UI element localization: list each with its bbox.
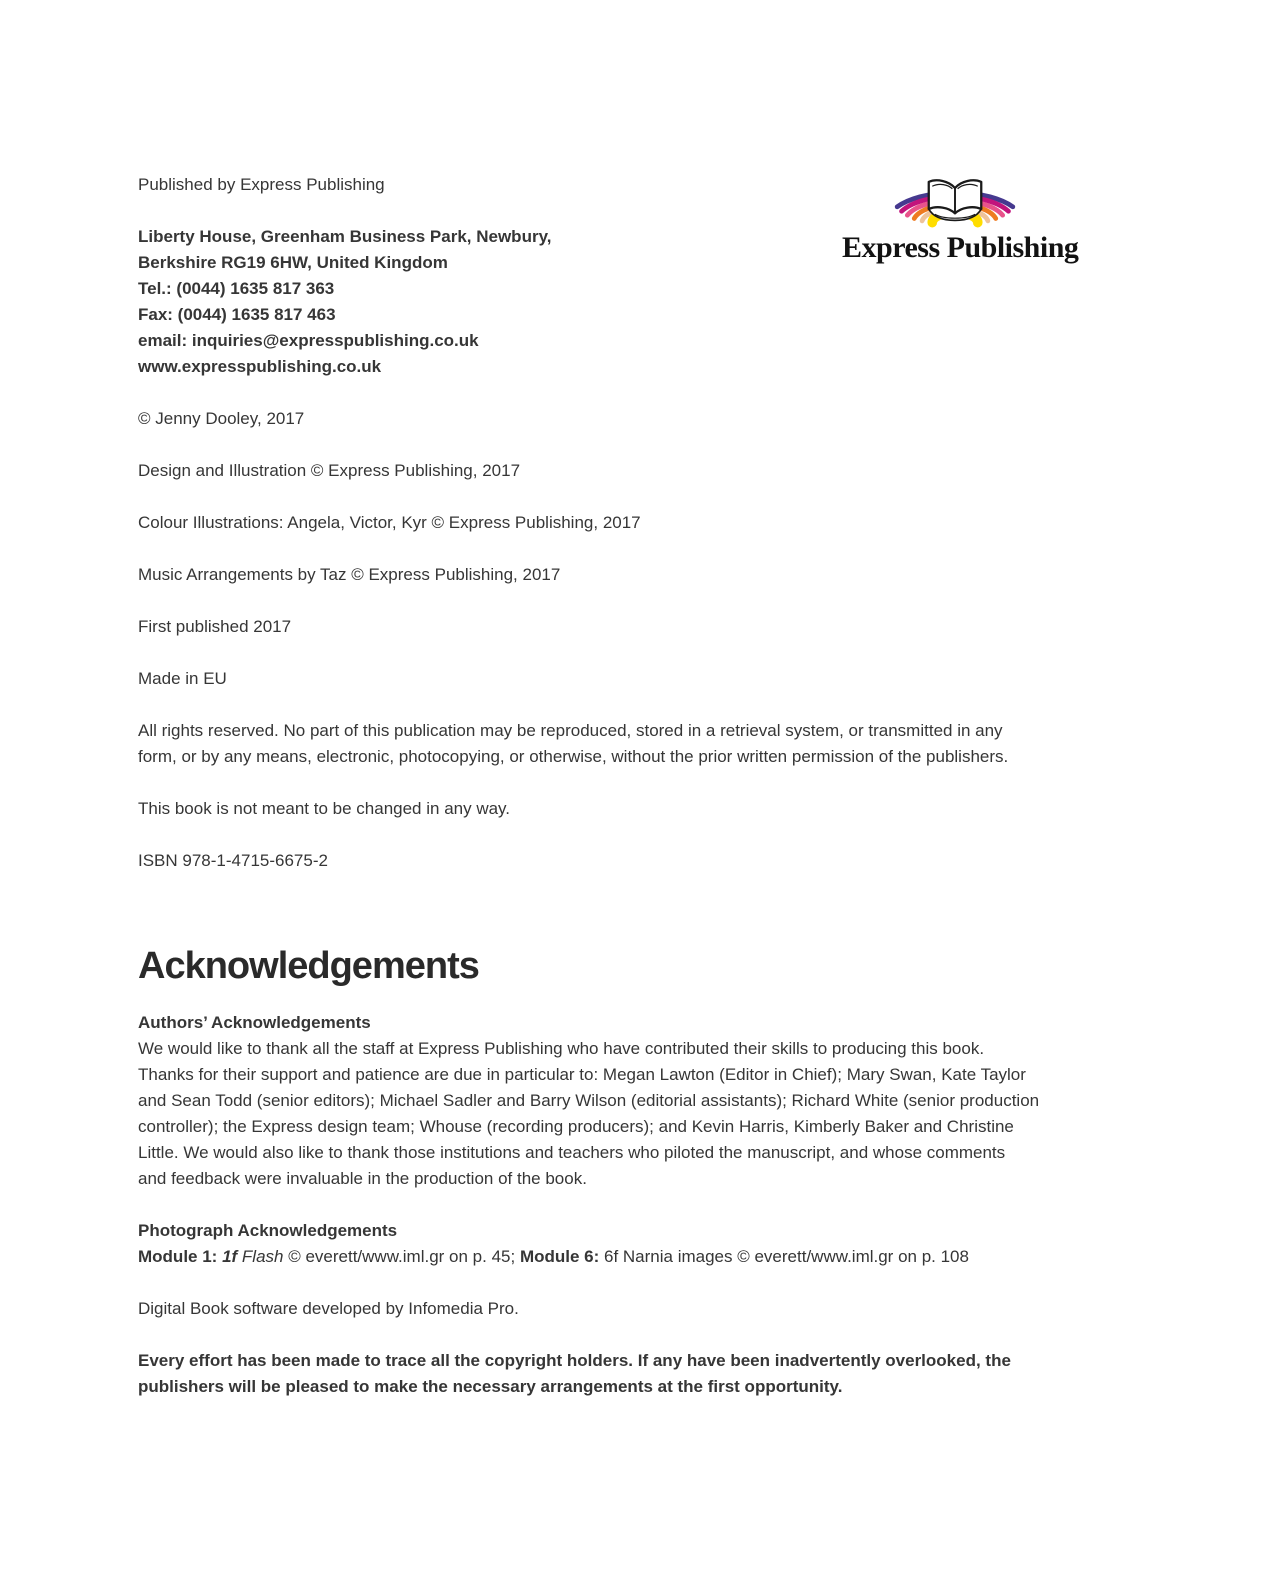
authors-ack-line: Little. We would also like to thank those institutions and teachers who piloted the manuscript, and whose comments [138,1143,1006,1162]
page-content [138,172,1142,1426]
photo-ack-heading: Photograph Acknowledgements [138,1221,398,1240]
authors-ack-line: Thanks for their support and patience are due in particular to: Megan Lawton (Editor in Chief); Mary Swan, Kate Taylor [138,1065,1026,1084]
made-in: Made in EU [138,669,227,688]
authors-ack-heading: Authors’ Acknowledgements [138,1013,371,1032]
logo-wordmark: Express Publishing [842,231,1079,264]
illustration-credit: Colour Illustrations: Angela, Victor, Kyr © Express Publishing, 2017 [138,513,641,532]
every-effort-notice [138,1348,1142,1400]
isbn: ISBN 978-1-4715-6675-2 [138,851,328,870]
rights-line: All rights reserved. No part of this publication may be reproduced, stored in a retrieval system, or transmitted in any [138,721,1003,740]
every-effort-line: Every effort has been made to trace all the copyright holders. If any have been inadvertently overlooked, the [138,1351,1011,1370]
email-line: email: inquiries@expresspublishing.co.uk [138,331,479,350]
rights-line: form, or by any means, electronic, photocopying, or otherwise, without the prior written permission of the publishers. [138,747,1009,766]
publisher-address [138,224,1142,380]
photo-credit-line: Module 1: 1f Flash © everett/www.iml.gr on p. 45; Module 6: 6f Narnia images © everett/www.iml.gr on p. 108 [138,1247,969,1266]
fax-line: Fax: (0044) 1635 817 463 [138,305,336,324]
design-credit: Design and Illustration © Express Publishing, 2017 [138,461,521,480]
copyright-author: © Jenny Dooley, 2017 [138,409,305,428]
published-by: Published by Express Publishing [138,175,385,194]
authors-ack-line: and feedback were invaluable in the production of the book. [138,1169,587,1188]
authors-ack-text [138,1036,1142,1192]
acknowledgements-title: Acknowledgements [138,945,479,987]
address-line: Liberty House, Greenham Business Park, Newbury, [138,227,552,246]
website-line: www.expresspublishing.co.uk [138,357,382,376]
rights-notice [138,718,1142,770]
authors-ack-line: and Sean Todd (senior editors); Michael Sadler and Barry Wilson (editorial assistants); Richard White (senior production [138,1091,1040,1110]
music-credit: Music Arrangements by Taz © Express Publishing, 2017 [138,565,561,584]
photo-credit [138,1244,1142,1270]
phone-line: Tel.: (0044) 1635 817 363 [138,279,335,298]
address-line: Berkshire RG19 6HW, United Kingdom [138,253,448,272]
authors-ack-line: We would like to thank all the staff at Express Publishing who have contributed their skills to producing this book. [138,1039,985,1058]
every-effort-line: publishers will be pleased to make the necessary arrangements at the first opportunity. [138,1377,843,1396]
no-change-notice: This book is not meant to be changed in any way. [138,799,511,818]
authors-ack-line: controller); the Express design team; Whouse (recording producers); and Kevin Harris, Kimberly Baker and Christine [138,1117,1014,1136]
first-published: First published 2017 [138,617,292,636]
digital-software-note: Digital Book software developed by Infomedia Pro. [138,1299,519,1318]
